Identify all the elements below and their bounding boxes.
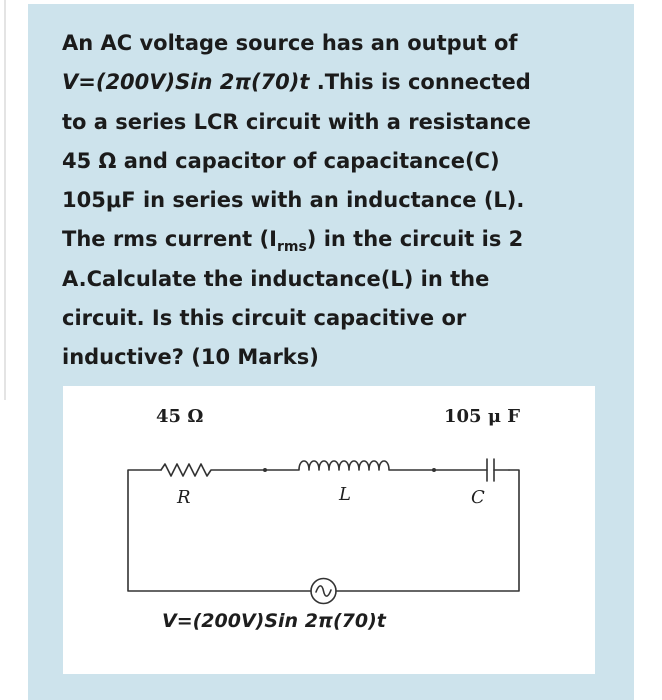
question-line-4: 45 Ω and capacitor of capacitance(C): [62, 148, 500, 173]
question-line-6b: ) in the circuit is 2: [306, 227, 524, 252]
rms-subscript: rms: [276, 239, 307, 256]
question-line-8: circuit. Is this circuit capacitive or: [62, 306, 467, 331]
question-line-1: An AC voltage source has an output of: [62, 31, 518, 55]
inductor-symbol-label: L: [339, 484, 351, 505]
resistor-value-label: 45 Ω: [156, 406, 204, 427]
left-wire: [128, 470, 311, 591]
junction-dot-1: [263, 468, 267, 472]
voltage-equation: V=(200V)Sin 2π(70)t: [62, 70, 310, 95]
resistor-symbol: [161, 464, 265, 476]
question-line-2: .This is connected: [309, 70, 531, 95]
question-card: [28, 4, 634, 700]
left-edge-line: [4, 0, 6, 400]
right-wire: [336, 470, 519, 591]
junction-dot-2: [432, 468, 436, 472]
ac-source-wave: [316, 586, 331, 596]
inductor-symbol: [265, 461, 487, 470]
question-line-6a: The rms current (I: [62, 227, 277, 252]
question-line-9: inductive? (10 Marks): [62, 345, 319, 370]
resistor-symbol-label: R: [177, 487, 191, 508]
question-text: [62, 24, 622, 378]
question-line-7: A.Calculate the inductance(L) in the: [62, 266, 490, 291]
question-line-5: 105μF in series with an inductance (L).: [62, 188, 525, 213]
circuit-diagram: [63, 386, 595, 674]
question-line-3: to a series LCR circuit with a resistance: [62, 109, 531, 134]
capacitor-value-label: 105 μ F: [444, 406, 521, 427]
capacitor-symbol-label: C: [471, 487, 485, 508]
source-equation-label: V=(200V)Sin 2π(70)t: [162, 610, 386, 632]
